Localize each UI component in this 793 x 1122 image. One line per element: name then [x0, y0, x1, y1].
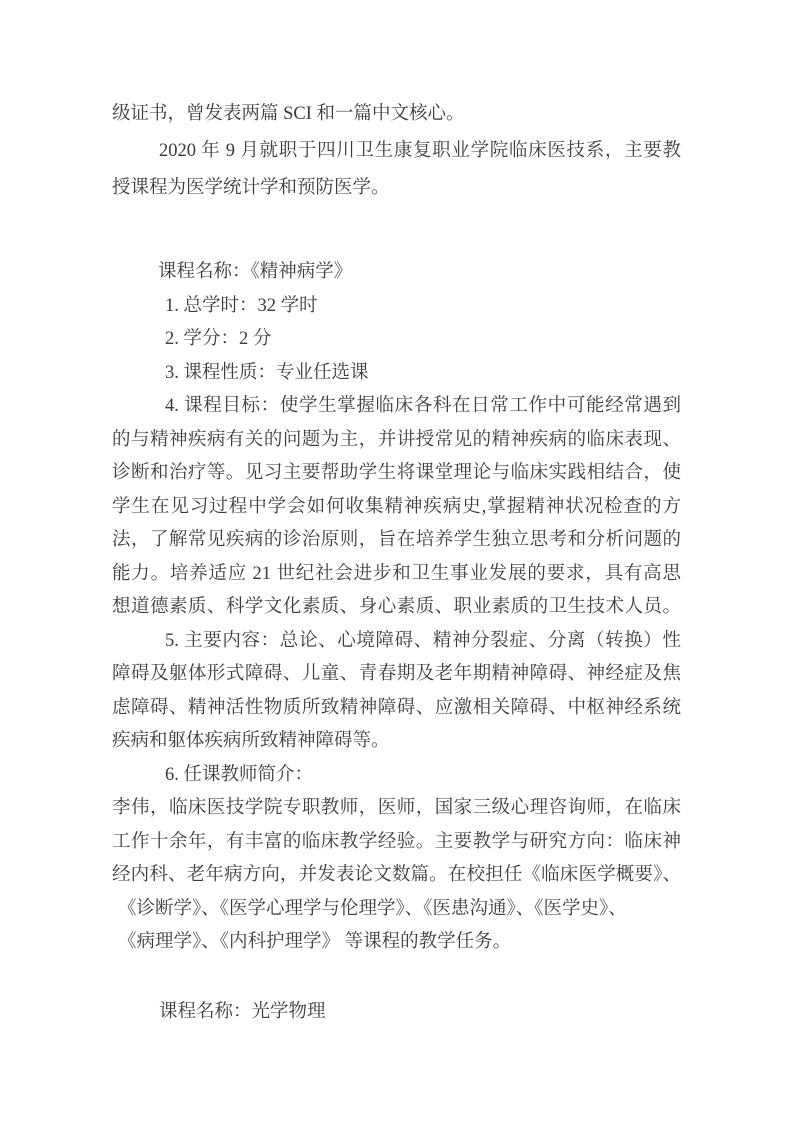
- text-line: 工作十余年，有丰富的临床教学经验。主要教学与研究方向：临床神: [112, 831, 681, 852]
- text-line: 《病理学》、《内科护理学》 等课程的教学任务。: [118, 932, 512, 952]
- list-item: 3. 课程性质：专业任选课: [165, 362, 369, 383]
- text-line: 2020 年 9 月就职于四川卫生康复职业学院临床医技系，主要教: [159, 141, 681, 161]
- text-line: 疾病和躯体疾病所致精神障碍等。: [112, 731, 390, 751]
- document-content: [112, 0, 681, 1029]
- text-line: 李伟，临床医技学院专职教师，医师，国家三级心理咨询师，在临床: [112, 798, 681, 818]
- list-item: 4. 课程目标：使学生掌握临床各科在日常工作中可能经常遇到: [165, 396, 681, 416]
- list-item: 5. 主要内容：总论、心境障碍、精神分裂症、分离（转换）性: [165, 630, 681, 651]
- text-line: 虑障碍、精神活性物质所致精神障碍、应激相关障碍、中枢神经系统: [112, 697, 681, 718]
- text-line: 能力。培养适应 21 世纪社会进步和卫生事业发展的要求，具有高思: [112, 563, 681, 584]
- text-line: 学生在见习过程中学会如何收集精神疾病史,掌握精神状况检查的方: [112, 496, 681, 517]
- course-psychiatry-section: [112, 256, 681, 960]
- text-line: 的与精神疾病有关的问题为主，并讲授常见的精神疾病的临床表现、: [112, 429, 681, 450]
- course-title: 课程名称：光学物理: [159, 1001, 326, 1022]
- course-optics-section: [112, 996, 681, 1030]
- list-item: 2. 学分：2 分: [165, 329, 272, 349]
- text-line: 法，了解常见疾病的诊治原则，旨在培养学生独立思考和分析问题的: [112, 530, 681, 550]
- list-item: 6. 任课教师简介：: [165, 764, 314, 785]
- text-line: 《诊断学》、《医学心理学与伦理学》、《医患沟通》、《医学史》、: [118, 898, 627, 919]
- text-line: 级证书，曾发表两篇 SCI 和一篇中文核心。: [112, 104, 465, 124]
- text-line: 经内科、老年病方向，并发表论文数篇。在校担任《临床医学概要》、: [112, 865, 681, 885]
- course-title: 课程名称：《精神病学》: [158, 262, 353, 282]
- text-line: 授课程为医学统计学和预防医学。: [112, 178, 390, 198]
- text-line: 诊断和治疗等。见习主要帮助学生将课堂理论与临床实践相结合，使: [112, 463, 681, 483]
- intro-paragraph: [112, 96, 681, 207]
- text-line: 障碍及躯体形式障碍、儿童、青春期及老年期精神障碍、神经症及焦: [112, 664, 681, 684]
- list-item: 1. 总学时：32 学时: [165, 295, 318, 316]
- text-line: 想道德素质、科学文化素质、身心素质、职业素质的卫生技术人员。: [112, 597, 681, 617]
